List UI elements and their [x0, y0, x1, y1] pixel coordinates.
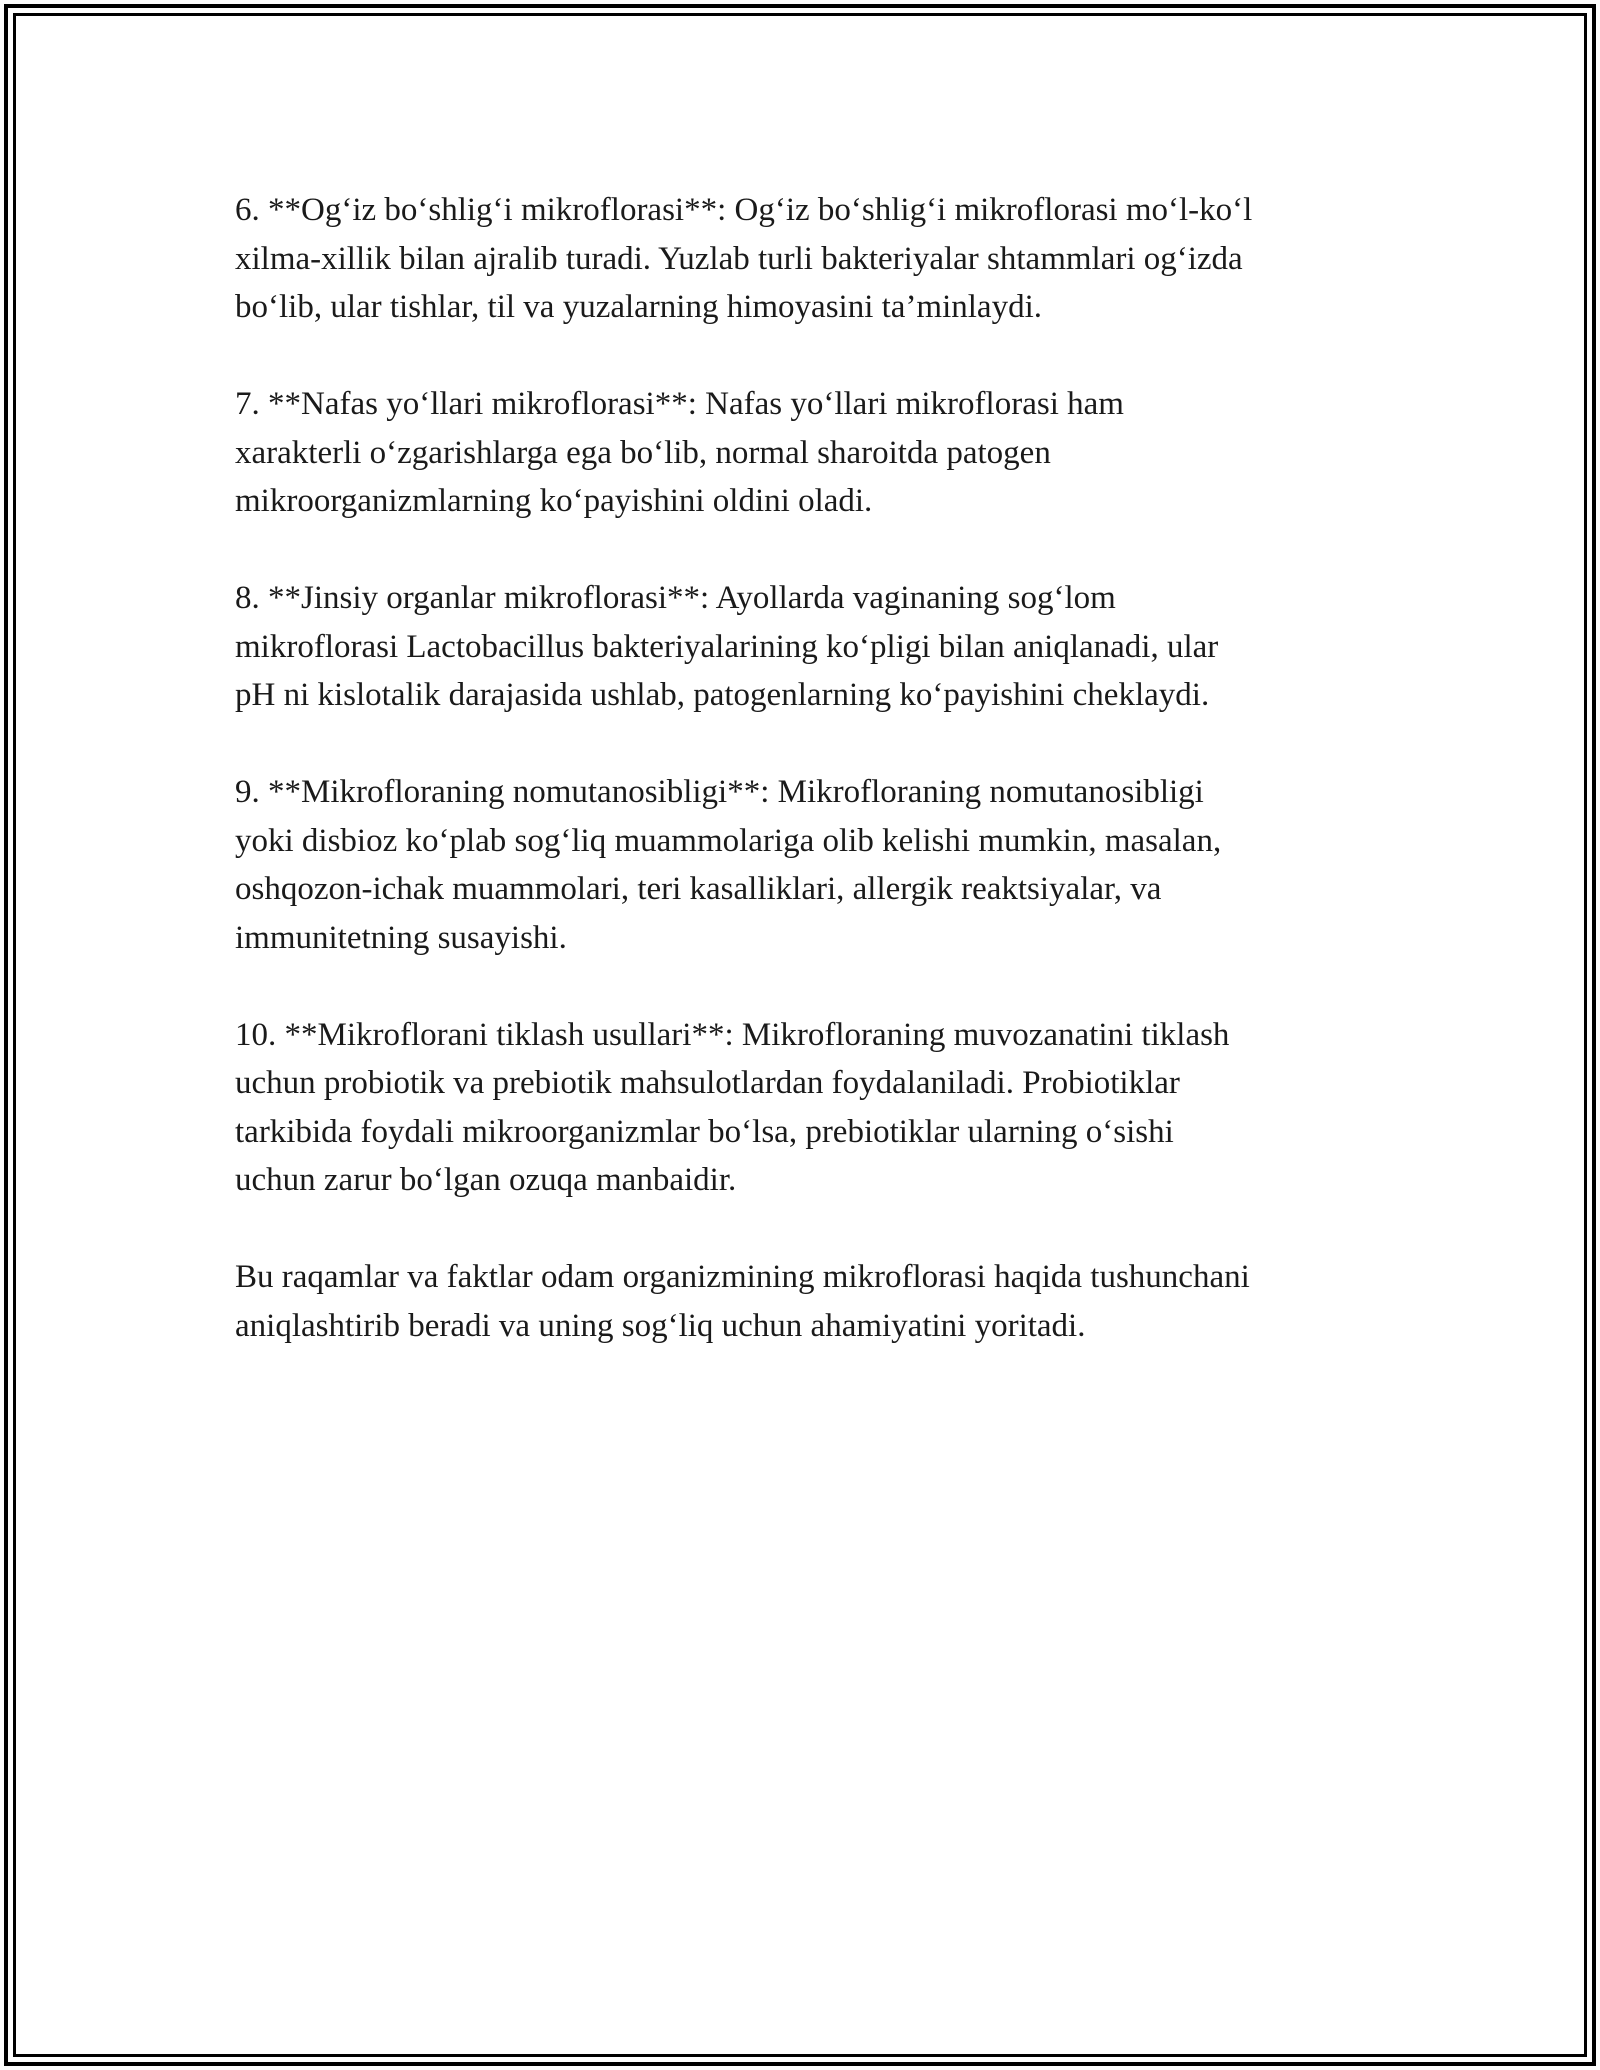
paragraph-microflora-imbalance: 9. **Mikrofloraning nomutanosibligi**: Mikrofloraning nomutanosibligi yoki disbioz ko‘plab sog‘liq muammolariga olib kelishi mumkin, masalan, oshqozon-ichak muammolari, teri kasalliklari, allergik reaktsiyalar, va immunitetning susayishi. — [235, 774, 1222, 956]
paragraph-respiratory-microflora: 7. **Nafas yo‘llari mikroflorasi**: Nafas yo‘llari mikroflorasi ham xarakterli o‘zgarishlarga ega bo‘lib, normal sharoitda patogen mikroorganizmlarning ko‘payishini oldini oladi. — [235, 386, 1124, 519]
document-body — [235, 186, 1385, 1350]
paragraph-genital-microflora: 8. **Jinsiy organlar mikroflorasi**: Ayollarda vaginaning sog‘lom mikroflorasi Lactobacillus bakteriyalarining ko‘pligi bilan aniqlanadi, ular pH ni kislotalik darajasida ushlab, patogenlarning ko‘payishini cheklaydi. — [235, 580, 1219, 713]
paragraph-oral-microflora: 6. **Og‘iz bo‘shlig‘i mikroflorasi**: Og‘iz bo‘shlig‘i mikroflorasi mo‘l-ko‘l xilma-xillik bilan ajralib turadi. Yuzlab turli bakteriyalar shtammlari og‘izda bo‘lib, ular tishlar, til va yuzalarning himoyasini ta’minlaydi. — [235, 192, 1253, 325]
paragraph-microflora-restoration: 10. **Mikroflorani tiklash usullari**: Mikrofloraning muvozanatini tiklash uchun probiotik va prebiotik mahsulotlardan foydalaniladi. Probiotiklar tarkibida foydali mikroorganizmlar bo‘lsa, prebiotiklar ularning o‘sishi uchun zarur bo‘lgan ozuqa manbaidir. — [235, 1016, 1230, 1198]
paragraph-conclusion: Bu raqamlar va faktlar odam organizmining mikroflorasi haqida tushunchani aniqlashtirib beradi va uning sog‘liq uchun ahamiyatini yoritadi. — [235, 1259, 1250, 1344]
